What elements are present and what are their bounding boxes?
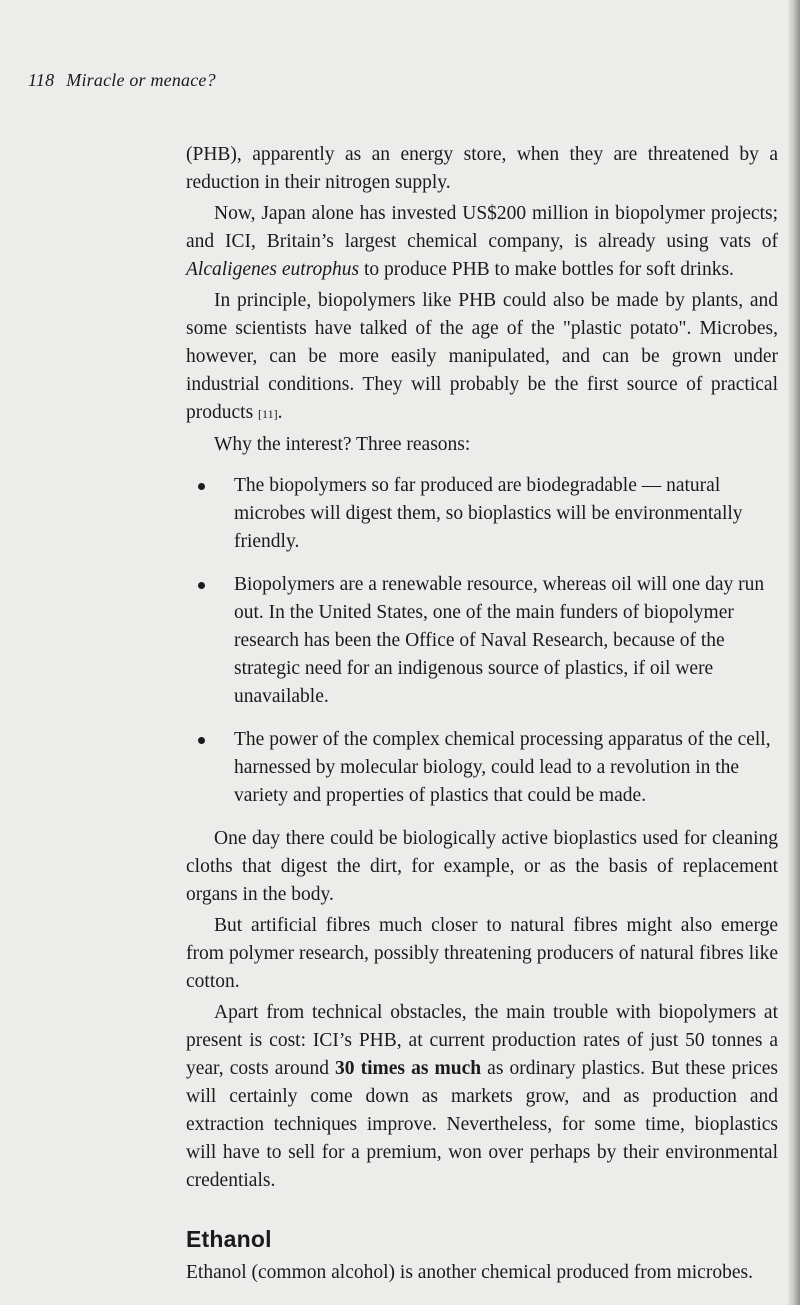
list-item-text: The power of the complex chemical processing apparatus of the cell, harnessed by molecular biology, could lead to a revolution in the variety and properties of plastics that could be made. [234, 729, 771, 806]
list-item [186, 571, 778, 711]
bullet-icon [198, 737, 205, 744]
section-heading: Ethanol [186, 1226, 272, 1252]
list-item-text: The biopolymers so far produced are biodegradable — natural microbes will digest them, so bioplastics will be environmentally friendly. [234, 475, 743, 552]
paragraph-2-text-end: to produce PHB to make bottles for soft drinks. [359, 259, 734, 280]
paragraph-3 [186, 287, 778, 428]
bullet-icon [198, 582, 205, 589]
emphasis-text: 30 times as much [335, 1058, 482, 1079]
paragraph-4: Why the interest? Three reasons: [214, 434, 471, 455]
paragraph-8: Ethanol (common alcohol) is another chemical produced from microbes. [186, 1262, 753, 1283]
paragraph-2 [186, 200, 778, 284]
paragraph-3-text: In principle, biopolymers like PHB could also be made by plants, and some scientists have talked of the age of the "plastic potato". Microbes, however, can be more easily manipulated, and can be grown under industrial conditions. They will probably be the first source of practical products [186, 290, 778, 423]
species-name: Alcaligenes eutrophus [186, 259, 360, 280]
reasons-list [186, 472, 778, 810]
paragraph-1: (PHB), apparently as an energy store, when they are threatened by a reduction in their nitrogen supply. [186, 144, 778, 193]
list-item [186, 472, 778, 556]
page-edge [788, 0, 800, 1305]
bullet-icon [198, 483, 205, 490]
book-title: Miracle or menace? [66, 70, 216, 90]
running-head [28, 70, 216, 91]
page-number: 118 [28, 70, 55, 90]
list-item-text: Biopolymers are a renewable resource, whereas oil will one day run out. In the United States, one of the main funders of biopolymer research has been the Office of Naval Research, because of the strategic need for an indigenous source of plastics, if oil were unavailable. [234, 574, 765, 707]
paragraph-6: But artificial fibres much closer to natural fibres might also emerge from polymer research, possibly threatening producers of natural fibres like cotton. [186, 915, 778, 992]
paragraph-3-text-end: . [277, 402, 283, 423]
list-item [186, 726, 778, 810]
paragraph-7 [186, 999, 778, 1195]
paragraph-2-text: Now, Japan alone has invested US$200 million in biopolymer projects; and ICI, Britain’s largest chemical company, is already using vats of [186, 203, 778, 252]
body-text [186, 141, 778, 1290]
paragraph-7-text: Apart from technical obstacles, the main trouble with biopolymers at present is cost: ICI’s PHB, at current production rates of just 50 tonnes a year, costs around [186, 1002, 778, 1079]
reference-marker: [11] [258, 407, 278, 421]
paragraph-7-text-end: as ordinary plastics. But these prices will certainly come down as markets grow, and as production and extraction techniques improve. Nevertheless, for some time, bioplastics will have to sell for a premium, won over perhaps by their environmental credentials. [186, 1058, 779, 1191]
paragraph-5: One day there could be biologically active bioplastics used for cleaning cloths that digest the dirt, for example, or as the basis of replacement organs in the body. [186, 828, 778, 905]
